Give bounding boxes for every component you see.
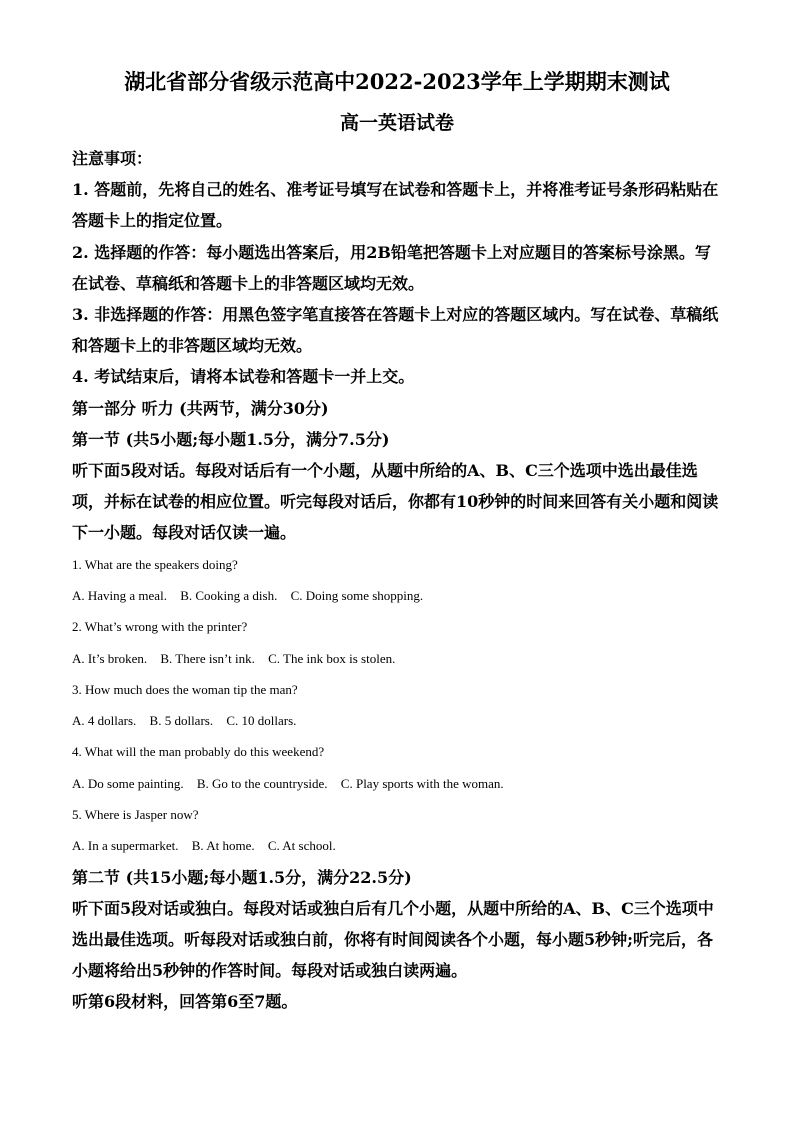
material-intro: 听第6段材料，回答第6至7题。 [72, 992, 298, 1012]
question-options [72, 643, 722, 674]
exam-subtitle: 高一英语试卷 [339, 112, 454, 134]
option-c: C. At school. [267, 838, 336, 854]
option-b: B. Cooking a dish. [180, 587, 278, 603]
section1-heading: 第一节 (共5小题;每小题1.5分，满分7.5分) [72, 429, 390, 449]
option-a: A. It’s broken. [72, 650, 148, 666]
question-stem: 2. What’s wrong with the printer? [72, 619, 248, 635]
option-c: C. Doing some shopping. [290, 587, 424, 603]
option-a: A. In a supermarket. [72, 838, 179, 854]
notice-item-1: 1. 答题前，先将自己的姓名、准考证号填写在试卷和答题卡上，并将准考证号条形码粘贴在答题卡上的指定位置。 [72, 180, 719, 231]
question-stem: 1. What are the speakers doing? [72, 556, 238, 572]
question-stem: 4. What will the man probably do this weekend? [72, 744, 325, 760]
notice-item-4: 4. 考试结束后，请将本试卷和答题卡一并上交。 [72, 367, 415, 387]
question-options [72, 580, 722, 611]
option-a: A. 4 dollars. [72, 713, 137, 729]
section1-instructions: 听下面5段对话。每段对话后有一个小题，从题中所给的A、B、C三个选项中选出最佳选项，并标在试卷的相应位置。听完每段对话后，你都有10秒钟的时间来回答有关小题和阅读下一小题。每段对话仅读一遍。 [72, 461, 719, 543]
option-b: B. Go to the countryside. [196, 775, 328, 791]
question-list [72, 549, 722, 862]
question-options [72, 768, 722, 799]
section2-heading: 第二节 (共15小题;每小题1.5分，满分22.5分) [72, 867, 412, 887]
option-c: C. 10 dollars. [226, 713, 297, 729]
option-b: B. There isn’t ink. [160, 650, 255, 666]
question-options [72, 830, 722, 861]
option-c: C. The ink box is stolen. [268, 650, 396, 666]
option-b: B. At home. [191, 838, 255, 854]
option-a: A. Do some painting. [72, 775, 184, 791]
option-b: B. 5 dollars. [149, 713, 214, 729]
question-stem: 3. How much does the woman tip the man? [72, 681, 298, 697]
option-a: A. Having a meal. [72, 587, 167, 603]
notice-item-3: 3. 非选择题的作答：用黑色签字笔直接答在答题卡上对应的答题区域内。写在试卷、草稿纸和答题卡上的非答题区域均无效。 [72, 305, 719, 356]
option-c: C. Play sports with the woman. [340, 775, 504, 791]
exam-page [72, 66, 722, 1018]
notice-heading: 注意事项： [72, 149, 153, 168]
notice-item-2: 2. 选择题的作答：每小题选出答案后，用2B铅笔把答题卡上对应题目的答案标号涂黑。写在试卷、草稿纸和答题卡上的非答题区域均无效。 [72, 242, 711, 293]
part1-heading: 第一部分 听力 (共两节，满分30分) [72, 398, 329, 418]
question-stem: 5. Where is Jasper now? [72, 807, 199, 823]
question-options [72, 705, 722, 736]
exam-title: 湖北省部分省级示范高中2022-2023学年上学期期末测试 [124, 69, 670, 94]
section2-instructions: 听下面5段对话或独白。每段对话或独白后有几个小题，从题中所给的A、B、C三个选项中选出最佳选项。听每段对话或独白前，你将有时间阅读各个小题，每小题5秒钟;听完后，各小题将给出5秒钟的作答时间。每段对话或独白读两遍。 [72, 898, 714, 981]
